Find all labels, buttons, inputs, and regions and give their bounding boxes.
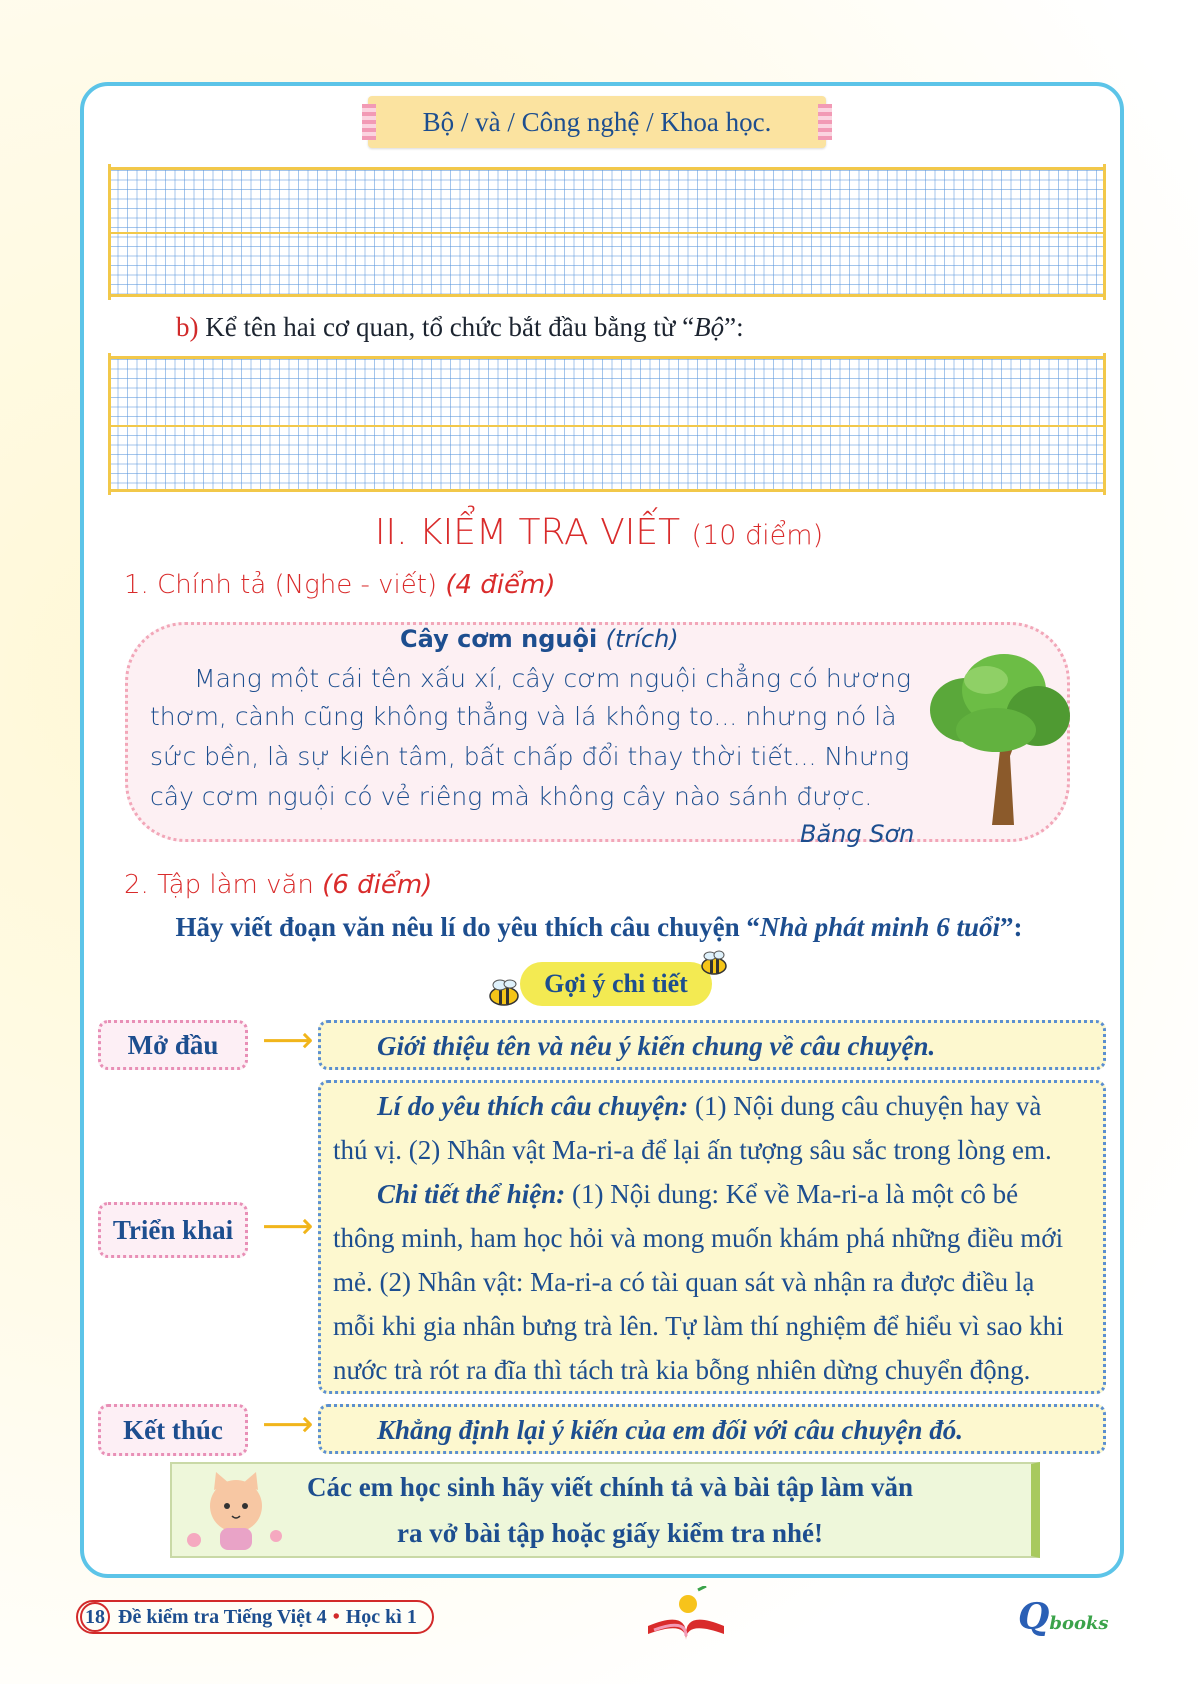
outline-conclusion-label: Kết thúc — [98, 1404, 248, 1456]
body-details-line-2: thông minh, ham học hỏi và mong muốn khám phá những điều mới — [333, 1223, 1064, 1253]
body-details-title: Chi tiết thể hiện: — [377, 1179, 566, 1209]
outline-body-box — [318, 1080, 1106, 1394]
body-reasons-title: Lí do yêu thích câu chuyện: — [377, 1091, 689, 1121]
outline-body-label: Triển khai — [98, 1202, 248, 1258]
bee-icon — [696, 950, 730, 978]
question-text-end: ”: — [724, 312, 744, 342]
outline-intro-label: Mở đầu — [98, 1020, 248, 1070]
part2-heading — [124, 870, 432, 900]
grid-divider — [108, 232, 1106, 234]
body-details-line-3: mẻ. (2) Nhân vật: Ma-ri-a có tài quan sát và nhận ra được điều lạ — [333, 1267, 1035, 1297]
publisher-initial: Q — [1018, 1596, 1050, 1638]
arrow-right-icon: ⟶ — [262, 1020, 314, 1061]
passage-author: Băng Sơn — [800, 820, 915, 848]
outline-intro-text: Giới thiệu tên và nêu ý kiến chung về câu chuyện. — [377, 1031, 936, 1061]
footer-badge — [76, 1600, 434, 1634]
body-reasons-line-1 — [377, 1091, 1091, 1122]
body-reasons-line-2: thú vị. (2) Nhân vật Ma-ri-a để lại ấn tượng sâu sắc trong lòng em. — [333, 1135, 1052, 1165]
prompt-text-end: ”: — [999, 912, 1023, 942]
passage-line-4: cây cơm nguội có vẻ riêng mà không cây nào sánh được. — [150, 782, 873, 811]
body-reasons-text: (1) Nội dung câu chuyện hay và — [688, 1091, 1042, 1121]
body-details-line-5: nước trà rót ra đĩa thì tách trà kia bỗng nhiên dừng chuyển động. — [333, 1355, 1031, 1385]
passage-line-1: Mang một cái tên xấu xí, cây cơm nguội chẳng có hương — [194, 664, 911, 693]
book-title: Đề kiểm tra Tiếng Việt 4 — [118, 1605, 327, 1628]
cat-icon — [176, 1466, 296, 1554]
notice-line-1: Các em học sinh hãy viết chính tả và bài tập làm văn — [306, 1472, 914, 1502]
part2-points: (6 điểm) — [322, 870, 433, 900]
passage-title — [400, 625, 679, 653]
arrow-right-icon: ⟶ — [262, 1206, 314, 1247]
publisher-logo — [1018, 1596, 1109, 1638]
outline-conclusion-box — [318, 1404, 1106, 1454]
part2-heading-text: 2. Tập làm văn — [124, 870, 314, 900]
part1-points: (4 điểm) — [445, 570, 556, 600]
section-title-main: II. KIỂM TRA VIẾT — [374, 512, 681, 553]
bee-icon — [484, 978, 522, 1008]
body-details-line-4: mỗi khi gia nhân bưng trà lên. Tự làm thí nghiệm để hiểu vì sao khi — [333, 1311, 1064, 1341]
section-title-points: (10 điểm) — [691, 520, 824, 551]
part1-heading-text: 1. Chính tả (Nghe - viết) — [124, 570, 438, 600]
part1-heading — [124, 570, 556, 600]
question-label: b) — [176, 312, 199, 342]
passage-line-3: sức bền, là sự kiên tâm, bất chấp đổi thay thời tiết... Nhưng — [150, 742, 910, 771]
bullet-icon: • — [332, 1605, 340, 1628]
outline-conclusion-text: Khẳng định lại ý kiến của em đối với câu chuyện đó. — [377, 1415, 964, 1445]
top-note: Bộ / và / Công nghệ / Khoa học. — [368, 96, 826, 148]
semester: Học kì 1 — [345, 1605, 417, 1628]
passage-title-text: Cây cơm nguội — [400, 625, 598, 653]
notice-line-2: ra vở bài tập hoặc giấy kiểm tra nhé! — [397, 1518, 823, 1548]
prompt-text: Hãy viết đoạn văn nêu lí do yêu thích câu chuyện “ — [175, 912, 760, 942]
arrow-right-icon: ⟶ — [262, 1404, 314, 1445]
publisher-suffix: books — [1049, 1613, 1109, 1634]
body-details-line-1 — [377, 1179, 1091, 1210]
tree-icon — [926, 650, 1072, 830]
hint-label: Gợi ý chi tiết — [520, 962, 712, 1006]
question-keyword: Bộ — [694, 312, 725, 342]
open-book-logo-icon — [640, 1586, 732, 1642]
body-details-text: (1) Nội dung: Kể về Ma-ri-a là một cô bé — [565, 1179, 1019, 1209]
grid-divider — [108, 425, 1106, 427]
writing-grid-b[interactable] — [108, 356, 1106, 492]
passage-note: (trích) — [605, 625, 679, 653]
outline-intro-box — [318, 1020, 1106, 1070]
writing-prompt — [0, 912, 1198, 943]
passage-line-2: thơm, cành cũng không thẳng và lá không to... nhưng nó là — [150, 702, 897, 731]
prompt-story-title: Nhà phát minh 6 tuổi — [759, 912, 1000, 942]
writing-grid-a[interactable] — [108, 167, 1106, 297]
question-text: Kể tên hai cơ quan, tổ chức bắt đầu bằng từ “ — [198, 312, 695, 342]
question-b — [176, 312, 744, 343]
page-number: 18 — [80, 1602, 110, 1632]
section-title — [0, 512, 1198, 553]
